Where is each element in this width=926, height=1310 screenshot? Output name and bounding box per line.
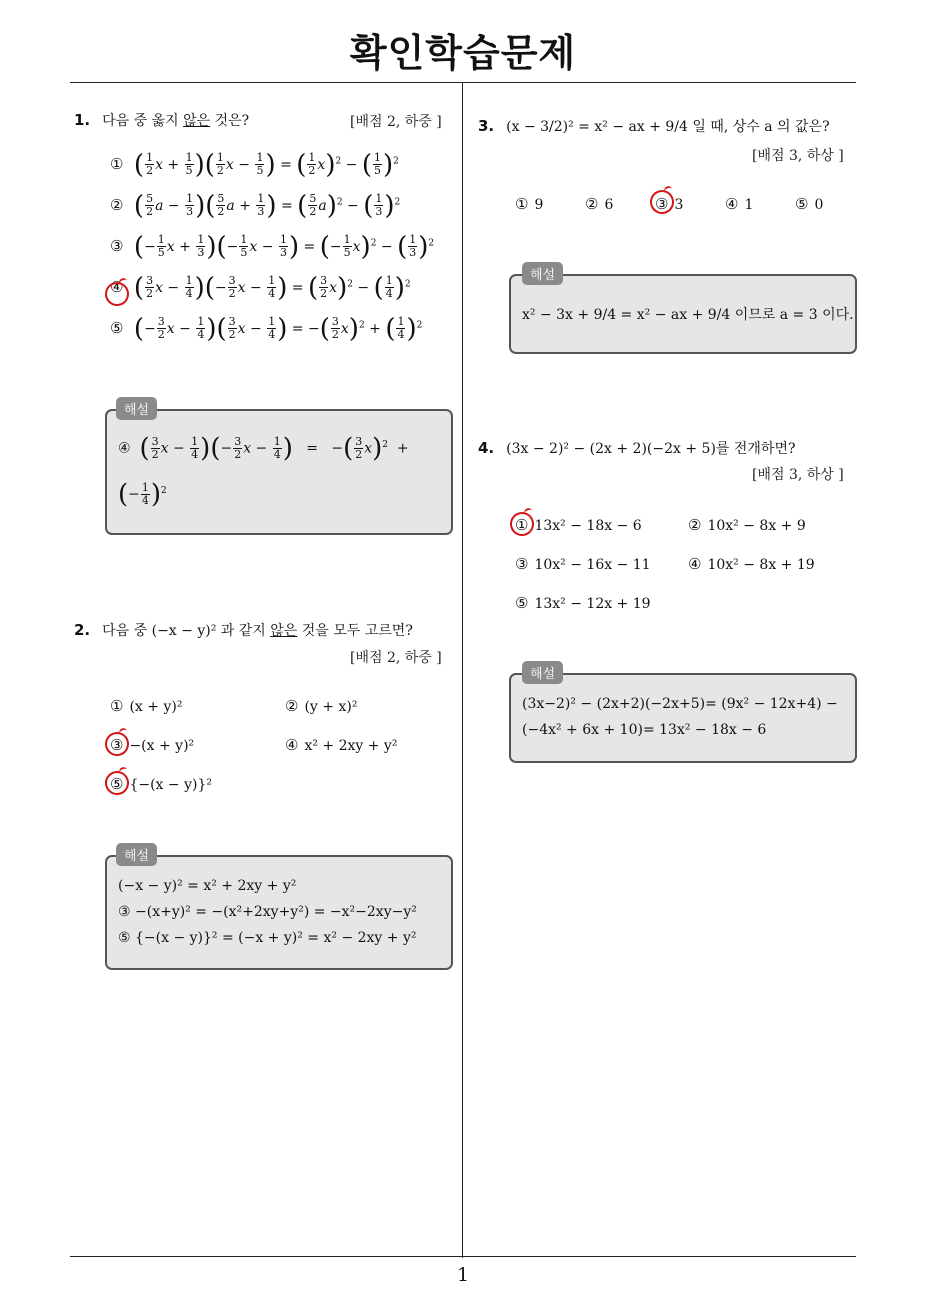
page-number: 1 — [456, 1264, 470, 1286]
q3-solution-text: x² − 3x + 9/4 = x² − ax + 9/4 이므로 a = 3 이다. — [522, 307, 854, 323]
question-4-stem: 4. (3x − 2)² − (2x + 2)(−2x + 5)를 전개하면? — [478, 439, 796, 457]
q3-option-3[interactable]: ③ 3 — [655, 195, 684, 213]
solution-tag: 해설 — [522, 661, 563, 684]
answer-mark-circle — [102, 729, 133, 760]
q1-option-3[interactable]: ③ (− $\frac{1}{5}$ x + $\frac{1}{3}$ )(− $\frac{1}{5}$ x − $\frac{1}{3}$ ) = (− $\frac{1}{5}$ x)$^2$ − ( $\frac{1}{3}$ )$^2$ — [110, 231, 435, 262]
q2-option-2[interactable]: ② (y + x)² — [285, 697, 358, 715]
q2-solution-line-1: (−x − y)² = x² + 2xy + y² — [118, 878, 297, 894]
answer-mark-circle — [507, 509, 538, 540]
question-1-points: [배점 2, 하중 ] — [350, 114, 442, 130]
solution-tag: 해설 — [116, 843, 157, 866]
q4-option-2[interactable]: ② 10x² − 8x + 9 — [688, 516, 806, 534]
q2-option-3[interactable]: ③ −(x + y)² — [110, 736, 195, 754]
top-rule — [70, 82, 856, 83]
q3-option-4[interactable]: ④ 1 — [725, 195, 754, 213]
q1-option-2-formula: ( $\frac{5}{2}$ a − $\frac{1}{3}$ )( $\frac{5}{2}$ a + $\frac{1}{3}$ ) = ( $\frac{5}{2}$ a)$^2$ − ( $\frac{1}{3}$ )$^2$ — [133, 190, 401, 221]
q4-option-5[interactable]: ⑤ 13x² − 12x + 19 — [515, 594, 651, 612]
page-title: 확인학습문제 — [349, 31, 577, 75]
q3-option-1[interactable]: ① 9 — [515, 195, 544, 213]
q4-option-1[interactable]: ① 13x² − 18x − 6 — [515, 516, 642, 534]
q2-solution-line-3: ⑤ {−(x − y)}² = (−x + y)² = x² − 2xy + y² — [118, 930, 417, 946]
q1-option-1-formula: ( $\frac{1}{2}$ x + $\frac{1}{5}$ )( $\frac{1}{2}$ x − $\frac{1}{5}$ ) = ( $\frac{1}{2}$ x)$^2$ − ( $\frac{1}{5}$ )$^2$ — [133, 149, 399, 180]
q1-option-2[interactable]: ② ( $\frac{5}{2}$ a − $\frac{1}{3}$ )( $\frac{5}{2}$ a + $\frac{1}{3}$ ) = ( $\frac{5}{2}$ a)$^2$ − ( $\frac{1}{3}$ )$^2$ — [110, 190, 401, 221]
question-2-stem: 2. 다음 중 (−x − y)² 과 같지 않은 것을 모두 고르면? — [74, 621, 413, 639]
question-3-points: [배점 3, 하상 ] — [752, 148, 844, 164]
q4-solution-line-1: (3x−2)² − (2x+2)(−2x+5)= (9x² − 12x+4) − — [522, 696, 838, 712]
q1-option-1[interactable]: ① ( $\frac{1}{2}$ x + $\frac{1}{5}$ )( $\frac{1}{2}$ x − $\frac{1}{5}$ ) = ( $\frac{1}{2}$ x)$^2$ − ( $\frac{1}{5}$ )$^2$ — [110, 149, 399, 180]
q2-option-4[interactable]: ④ x² + 2xy + y² — [285, 736, 398, 754]
q1-option-3-formula: (− $\frac{1}{5}$ x + $\frac{1}{3}$ )(− $\frac{1}{5}$ x − $\frac{1}{3}$ ) = (− $\frac{1}{5}$ x)$^2$ − ( $\frac{1}{3}$ )$^2$ — [133, 231, 435, 262]
q1-option-4[interactable]: ④ ( $\frac{3}{2}$ x − $\frac{1}{4}$ )(− $\frac{3}{2}$ x − $\frac{1}{4}$ ) = ( $\frac{3}{2}$ x)$^2$ − ( $\frac{1}{4}$ )$^2$ — [110, 272, 411, 303]
q2-option-5[interactable]: ⑤ {−(x − y)}² — [110, 775, 212, 793]
q4-option-4[interactable]: ④ 10x² − 8x + 19 — [688, 555, 815, 573]
q3-option-5[interactable]: ⑤ 0 — [795, 195, 824, 213]
q2-option-1[interactable]: ① (x + y)² — [110, 697, 183, 715]
q1-solution-box — [105, 409, 453, 535]
q4-solution-line-2: (−4x² + 6x + 10)= 13x² − 18x − 6 — [522, 722, 767, 738]
question-4-points: [배점 3, 하상 ] — [752, 467, 844, 483]
q4-option-3[interactable]: ③ 10x² − 16x − 11 — [515, 555, 651, 573]
q1-option-5-formula: (− $\frac{3}{2}$ x − $\frac{1}{4}$ )( $\frac{3}{2}$ x − $\frac{1}{4}$ ) = −( $\frac{3}{2}$ x)$^2$ + ( $\frac{1}{4}$ )$^2$ — [133, 313, 423, 344]
question-2-points: [배점 2, 하중 ] — [350, 650, 442, 666]
solution-tag: 해설 — [522, 262, 563, 285]
q1-option-5[interactable]: ⑤ (− $\frac{3}{2}$ x − $\frac{1}{4}$ )( $\frac{3}{2}$ x − $\frac{1}{4}$ ) = −( $\frac{3}{2}$ x)$^2$ + ( $\frac{1}{4}$ )$^2$ — [110, 313, 423, 344]
q1-solution-text: ④ ( $\frac{3}{2}$ x − $\frac{1}{4}$ )(− $\frac{3}{2}$ x − $\frac{1}{4}$ ) = −( $\frac{3}{2}$ x)$^2$ + — [118, 433, 409, 464]
question-3-stem: 3. (x − 3/2)² = x² − ax + 9/4 일 때, 상수 a 의 값은? — [478, 117, 830, 135]
q2-solution-line-2: ③ −(x+y)² = −(x²+2xy+y²) = −x²−2xy−y² — [118, 904, 417, 920]
question-1-stem: 1. 다음 중 옳지 않은 것은? — [74, 111, 250, 129]
q1-solution-text-cont: (− $\frac{1}{4}$ )$^2$ — [118, 479, 167, 510]
column-divider — [462, 82, 463, 1258]
question-number: 1. — [74, 111, 91, 129]
q3-option-2[interactable]: ② 6 — [585, 195, 614, 213]
answer-mark-circle — [102, 768, 133, 799]
q1-option-4-formula: ( $\frac{3}{2}$ x − $\frac{1}{4}$ )(− $\frac{3}{2}$ x − $\frac{1}{4}$ ) = ( $\frac{3}{2}$ x)$^2$ − ( $\frac{1}{4}$ )$^2$ — [133, 272, 411, 303]
bottom-rule — [70, 1256, 856, 1257]
solution-tag: 해설 — [116, 397, 157, 420]
